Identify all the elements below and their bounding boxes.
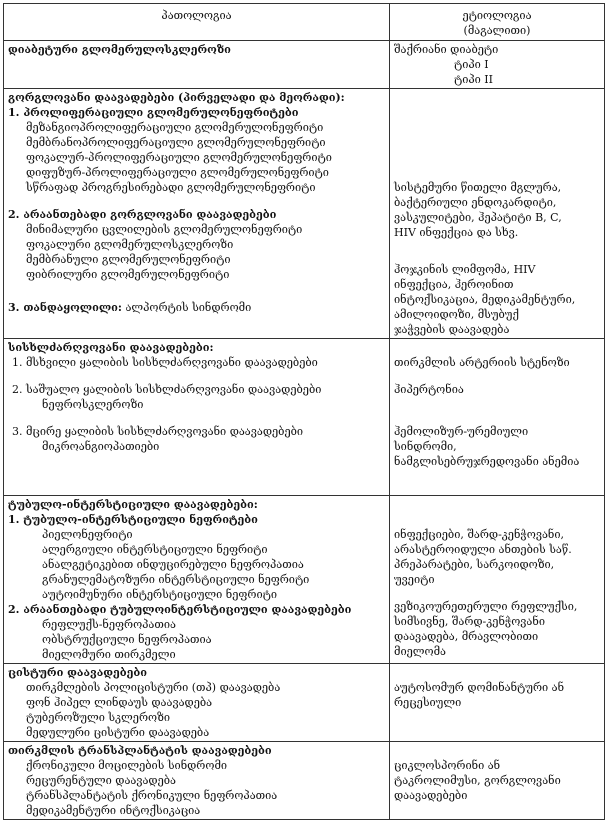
subheading: 2. არაანთებადი გორგლოვანი დაავადებები — [8, 208, 277, 221]
list-item: მიელომური თირკმელი — [42, 648, 176, 661]
row-title: ცისტური დაავადებები — [8, 666, 148, 679]
header-pathology: პათოლოგია — [4, 4, 390, 41]
list-item: 2. საშუალო ყალიბის სისხლძარღვოვანი დაავადებები — [12, 383, 322, 396]
pathology-etiology-table — [3, 3, 605, 820]
list-item: აუტოიმუნური ინტერსტიციული ნეფრიტი — [42, 588, 277, 601]
list-item: მინიმალური ცვლილების გლომერულონეფრიტი — [26, 223, 303, 236]
list-item: რეცურენტული დაავადება — [26, 774, 177, 787]
subheading: 1. პროლიფერაციული გლომერულონეფრიტები — [8, 106, 299, 119]
header-etiology: ეტიოლოგია (მაგალითი) — [390, 4, 605, 41]
row-title: სისხლძარღვოვანი დაავადებები: — [8, 341, 214, 354]
list-item: რეფლუქს-ნეფროპათია — [42, 618, 176, 631]
list-item: ტრანსპლანტატის ქრონიკული ნეფროპათია — [26, 789, 278, 802]
row-title: თირკმლის ტრანსპლანტატის დაავადებები — [8, 744, 272, 757]
list-item: ფოკალურ-პროლიფერაციული გლომერულონეფრიტი — [26, 151, 332, 164]
list-item: დიფუზურ-პროლიფერაციული გლომერულონეფრიტი — [26, 166, 329, 179]
list-item: 1. მსხვილი ყალიბის სისხლძარღვოვანი დაავადებები — [12, 356, 318, 369]
list-item: ალერგიული ინტერსტიციული ნეფრიტი — [42, 543, 268, 556]
list-item: ფოკალური გლომერულოსკლეროზი — [26, 238, 234, 251]
row-tubulointerstitial: ტუბულო-ინტერსტიციული დაავადებები: 1. ტუბულო-ინტერსტიციული ნეფრიტები პიელონეფრიტი ალერგიული ინტერსტიციული ნეფრიტი ანალგეტიკებით ინდუცირებული ნეფროპათია გრანულემატოზური ინტერსტიციული ნეფრიტი აუტოიმუნური ინტერსტიციული ნეფრიტი 2. არაანთებადი ტუბულოინტერსტიციული დაავადებები რეფლუქს-ნეფროპათია ობსტრუქციული ნეფროპათია მიელომური თირკმელი ინფექციები, შარდ-კენჭოვანი, არასტეროიდული ანთების საწ. პრეპარატები, სარკოიდოზი, უვეიტი ვეზიკოურეთერული რეფლუქსი, სიმსივნე, შარდ-კენჭოვანი დაავადება, მრავლობითი მიელომა — [4, 496, 605, 664]
list-item: მიკროანგიოპათიები — [42, 440, 160, 453]
row-glomerular: გორგლოვანი დაავადებები (პირველადი და მეორადი): 1. პროლიფერაციული გლომერულონეფრიტები მეზანგიოპროლიფერაციული გლომერულონეფრიტი მემბრანოპროლიფერაციული გლომერულონეფრიტი ფოკალურ-პროლიფერაციული გლომერულონეფრიტი დიფუზურ-პროლიფერაციული გლომერულონეფრიტი სწრაფად პროგრესირებადი გლომერულონეფრიტი 2. არაანთებადი გორგლოვანი დაავადებები მინიმალური ცვლილების გლომერულონეფრიტი ფოკალური გლომერულოსკლეროზი მემბრანული გლომერულონეფრიტი ფიბრილური გლომერულონეფრიტი 3. თანდაყოლილი: ალპორტის სინდრომი სისტემური წითელი მგლურა, ბაქტერიული ენდოკარდიტი, ვასკულიტები, ჰეპატიტი B, C, HIV ინფექცია და სხვ. ჰოჯკინის ლიმფომა, HIV ინფექცია, ჰეროინით ინტოქსიკაცია, მედიკამენტური, ამილოიდოზი, მსუბუქ ჯაჭვების დაავადება — [4, 89, 605, 339]
list-item: 3. მცირე ყალიბის სისხლძარღვოვანი დაავადებები — [12, 425, 304, 438]
list-item: ობსტრუქციული ნეფროპათია — [42, 633, 212, 646]
list-item: მემბრანოპროლიფერაციული გლომერულონეფრიტი — [26, 136, 326, 149]
list-item: ქრონიკული მოცილების სინდრომი — [26, 759, 228, 772]
list-item: მედულური ცისტური დაავადება — [26, 726, 210, 739]
row-title: დიაბეტური გლომერულოსკლეროზი — [8, 43, 231, 56]
subheading: 3. თანდაყოლილი: — [8, 301, 122, 314]
list-item: მეზანგიოპროლიფერაციული გლომერულონეფრიტი — [26, 121, 324, 134]
list-item: მედიკამენტური ინტოქსიკაცია — [26, 804, 201, 817]
row-title: გორგლოვანი დაავადებები (პირველადი და მეორადი): — [8, 91, 345, 104]
list-item: ალპორტის სინდრომი — [125, 301, 252, 314]
list-item: ტუბეროზული სკლეროზი — [26, 711, 171, 724]
list-item: პიელონეფრიტი — [42, 528, 133, 541]
list-item: ანალგეტიკებით ინდუცირებული ნეფროპათია — [42, 558, 304, 571]
row-vascular: სისხლძარღვოვანი დაავადებები: 1. მსხვილი ყალიბის სისხლძარღვოვანი დაავადებები 2. საშუალო ყალიბის სისხლძარღვოვანი დაავადებები ნეფროსკლეროზი 3. მცირე ყალიბის სისხლძარღვოვანი დაავადებები მიკროანგიოპათიები თირკმლის არტერიის სტენოზი ჰიპერტონია ჰემოლიზურ-ურემიული სინდრომი, ნამგლისებრუჯრედოვანი ანემია — [4, 339, 605, 496]
subheading: 1. ტუბულო-ინტერსტიციული ნეფრიტები — [8, 513, 258, 526]
row-cystic: ცისტური დაავადებები თირკმლების პოლიცისტური (თპ) დაავადება ფონ ჰიპელ ლინდაუს დაავადება ტუბეროზული სკლეროზი მედულური ცისტური დაავადება აუტოსომურ დომინანტური ან რეცესიული — [4, 664, 605, 742]
list-item: მემბრანული გლომერულონეფრიტი — [26, 253, 231, 266]
header-row — [4, 4, 605, 41]
row-transplant: თირკმლის ტრანსპლანტატის დაავადებები ქრონიკული მოცილების სინდრომი რეცურენტული დაავადება ტრანსპლანტატის ქრონიკული ნეფროპათია მედიკამენტური ინტოქსიკაცია ციკლოსპორინი ან ტაკროლიმუსი, გორგლოვანი დაავადებები — [4, 742, 605, 820]
list-item: თირკმლების პოლიცისტური (თპ) დაავადება — [26, 681, 281, 694]
row-diabetic: დიაბეტური გლომერულოსკლეროზი შაქრიანი დიაბეტი ტიპი I ტიპი II — [4, 41, 605, 89]
subheading: 2. არაანთებადი ტუბულოინტერსტიციული დაავადებები — [8, 603, 352, 616]
list-item: სწრაფად პროგრესირებადი გლომერულონეფრიტი — [26, 181, 316, 194]
list-item: ფიბრილური გლომერულონეფრიტი — [26, 268, 230, 281]
list-item: ფონ ჰიპელ ლინდაუს დაავადება — [26, 696, 213, 709]
list-item: ნეფროსკლეროზი — [42, 398, 144, 411]
list-item: გრანულემატოზური ინტერსტიციული ნეფრიტი — [42, 573, 310, 586]
row-title: ტუბულო-ინტერსტიციული დაავადებები: — [8, 498, 258, 511]
